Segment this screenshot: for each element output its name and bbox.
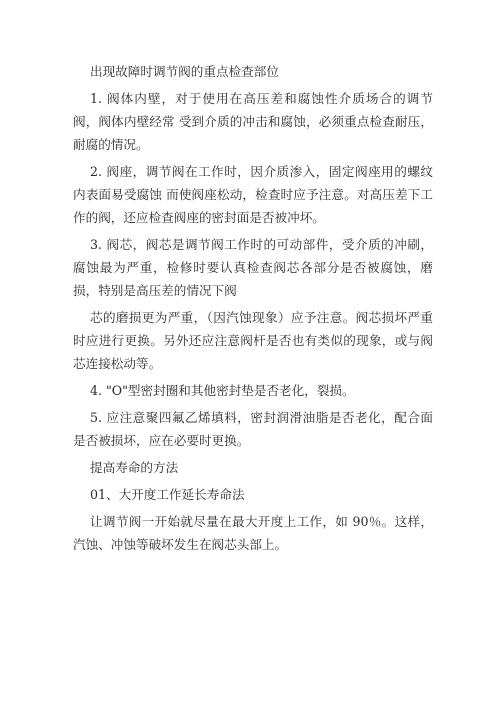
paragraph-valve-core: 3. 阀芯，阀芯是调节阀工作时的可动部件，受介质的冲刷，腐蚀最为严重，检修时要认真检查阀芯各部分是否被腐蚀，磨损，特别是高压差的情况下阀 [73, 237, 433, 298]
paragraph-ptfe-packing: 5. 应注意聚四氟乙烯填料，密封润滑油脂是否老化，配合面是否被损坏，应在必要时更换。 [73, 410, 433, 448]
paragraph-large-opening: 让调节阀一开始就尽量在最大开度上工作，如 90％。这样，汽蚀、冲蚀等破坏发生在阀芯头部上。 [73, 514, 433, 552]
paragraph-valve-body: 1. 阀体内壁，对于使用在高压差和腐蚀性介质场合的调节阀，阀体内壁经常 受到介质的冲击和腐蚀，必须重点检查耐压，耐腐的情况。 [73, 91, 433, 152]
paragraph-valve-seat: 2. 阀座，调节阀在工作时，因介质渗入，固定阀座用的螺纹内表面易受腐蚀 而使阀座松动，检查时应予注意。对高压差下工作的阀，还应检查阀座的密封面是否被冲坏。 [73, 164, 433, 225]
section-heading-inspection: 出现故障时调节阀的重点检查部位 [90, 64, 279, 79]
paragraph-o-ring: 4. "O"型密封圈和其他密封垫是否老化，裂损。 [90, 383, 355, 398]
document-body [73, 60, 433, 560]
section-heading-lifespan: 提高寿命的方法 [90, 460, 179, 475]
paragraph-valve-core-continued: 芯的磨损更为严重，（因汽蚀现象）应予注意。阀芯损坏严重时应进行更换。另外还应注意阀杆是否也有类似的现象，或与阀芯连接松动等。 [73, 310, 433, 371]
subheading-large-opening: 01、大开度工作延长寿命法 [90, 487, 245, 502]
